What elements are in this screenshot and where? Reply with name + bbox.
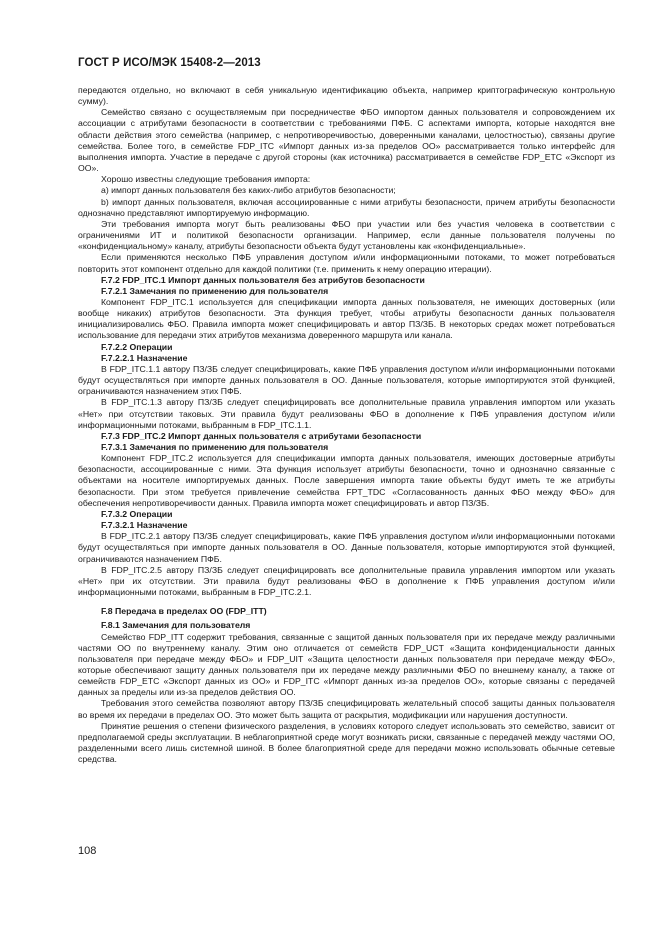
section-heading: F.7.3.2.1 Назначение <box>101 520 188 531</box>
paragraph: Семейство FDP_ITT содержит требования, связанные с защитой данных пользователя при их передаче между различными частями ОО по внутреннему каналу. Этим оно отличается от семейств FDP_UCT «Защита конфиденциальности данных пользователя при передаче между ФБО» и FDP_UIT «Защита целостности данных пользователя при передаче между ФБО», которые обеспечивают защиту данных пользователя при их передаче между различными ФБО по внешнему каналу, а также от семейств FDP_ETC «Экспорт данных из ОО» и FDP_ITC «Импорт данных из-за пределов ОО», которые связаны с передачей данных за пределы или из-за пределов действия ОО. <box>78 631 615 698</box>
section-heading: F.7.3.1 Замечания по применению для пользователя <box>101 442 329 452</box>
section-heading: F.7.2.1 Замечания по применению для пользователя <box>101 285 329 296</box>
paragraph: В FDP_ITC.1.1 автору ПЗ/ЗБ следует специфицировать, какие ПФБ управления доступом и/или информационными потоками будут осуществляться при импорте данных пользователя в ОО. Данные пользователя, которые импортируются этой функцией, ограничиваются назначением этих ПФБ. <box>78 363 615 397</box>
paragraph: Если применяются несколько ПФБ управления доступом и/или информационными потоками, то может потребоваться повторить этот компонент отдельно для каждой политики (т.е. применить к нему операцию итерации). <box>78 252 615 274</box>
paragraph: передаются отдельно, но включают в себя уникальную идентификацию объекта, например криптографическую контрольную сумму). <box>78 85 615 107</box>
paragraph: Семейство связано с осуществляемым при посредничестве ФБО импортом данных пользователя и сопровождением их ассоциации с атрибутами безопасности в соответствии с требованиями ПФБ. С аспектами импорта, которые находятся вне области действия этого семейства (например, с непротиворечивостью, доверенными каналами, целостностью), связаны другие семейства. Более того, в семействе FDP_ITC «Импорт данных из-за пределов ОО» рассматривается только интерфейс для выполнения импорта. Участие в передаче с другой стороны (как источника) рассматривается в семействе FDP_ETC «Экспорт из ОО». <box>78 107 615 174</box>
paragraph: Хорошо известны следующие требования импорта: <box>101 174 311 185</box>
paragraph: В FDP_ITC.2.1 автору ПЗ/ЗБ следует специфицировать, какие ПФБ управления доступом и/или информационными потоками будут осуществляться при импорте данных пользователя в ОО. Данные пользователя, которые импортируются этой функцией, ограничиваются назначением ПФБ. <box>78 531 615 564</box>
section-heading: F.8 Передача в пределах ОО (FDP_ITT) <box>101 606 267 617</box>
paragraph: В FDP_ITC.1.3 автору ПЗ/ЗБ следует специфицировать все дополнительные правила управления импортом или указать «Нет» при отсутствии таковых. Эти правила будут реализованы ФБО в дополнение к ПФБ управления доступом и/или информационными потоками, выбранным в FDP_ITC.1.1. <box>78 397 615 430</box>
section-heading: F.7.2.2 Операции <box>101 341 173 352</box>
list-item: b) импорт данных пользователя, включая ассоциированные с ними атрибуты безопасности, причем атрибуты безопасности однозначно представляют импортируемую информацию. <box>78 196 615 218</box>
page-header: ГОСТ Р ИСО/МЭК 15408-2—2013 <box>78 57 261 69</box>
section-heading: F.7.2.2.1 Назначение <box>101 352 188 363</box>
section-heading: F.7.3 FDP_ITC.2 Импорт данных пользователя с атрибутами безопасности <box>101 430 422 441</box>
list-item: a) импорт данных пользователя без каких-либо атрибутов безопасности; <box>101 185 396 196</box>
paragraph: Компонент FDP_ITC.1 используется для спецификации импорта данных пользователя, не имеющих достоверных (или вообще никаких) атрибутов безопасности. Эта функция требует, чтобы атрибуты безопасности данных пользователя инициализировались ФБО. Правила импорта может специфицировать и автор ПЗ/ЗБ. В некоторых средах может потребоваться использование для передачи этих атрибутов механизма доверенного маршрута или канала. <box>78 296 615 341</box>
section-heading: F.7.3.2 Операции <box>101 508 173 519</box>
paragraph: Эти требования импорта могут быть реализованы ФБО при участии или без участия человека в соответствии с ограничениями ИТ и политикой безопасности организации. Например, если данные пользователя получены по «конфиденциальному» каналу, атрибуты безопасности объекта будут установлены как «конфиденциальные». <box>78 218 615 252</box>
paragraph: Компонент FDP_ITC.2 используется для спецификации импорта данных пользователя, имеющих достоверные атрибуты безопасности, ассоциированные с ними. Эта функция использует атрибуты безопасности, точно и однозначно связанные с объектами на носителе импортируемых данных. После завершения импорта такие объекты будут иметь те же атрибуты безопасности. При этом требуется привлечение семейства FPT_TDC «Согласованность данных ФБО между ФБО» для обеспечения непротиворечивости данных. Правила импорта может специфицировать и автор ПЗ/ЗБ. <box>78 453 615 508</box>
section-heading: F.7.2 FDP_ITC.1 Импорт данных пользователя без атрибутов безопасности <box>101 274 425 285</box>
page-number: 108 <box>78 845 97 857</box>
paragraph: В FDP_ITC.2.5 автору ПЗ/ЗБ следует специфицировать все дополнительные правила управления импортом или указать «Нет» при их отсутствии. Эти правила будут реализованы ФБО в дополнение к ПФБ управления доступом и/или информационными потоками, выбранным в FDP_ITC.2.1. <box>78 564 615 598</box>
paragraph: Принятие решения о степени физического разделения, в условиях которого следует использовать это семейство, зависит от предполагаемой среды эксплуатации. В неблагоприятной среде могут возникать риски, связанные с передачей между частями ОО, разделенными всего лишь системной шиной. В более благоприятной среде для передачи можно использовать обычные сетевые средства. <box>78 720 615 765</box>
section-heading: F.8.1 Замечания для пользователя <box>101 620 251 631</box>
page-body <box>78 85 615 765</box>
paragraph: Требования этого семейства позволяют автору ПЗ/ЗБ специфицировать желательный способ защиты данных пользователя во время их передачи в пределах ОО. Это может быть защита от раскрытия, модификации или нарушения доступности. <box>78 698 615 720</box>
